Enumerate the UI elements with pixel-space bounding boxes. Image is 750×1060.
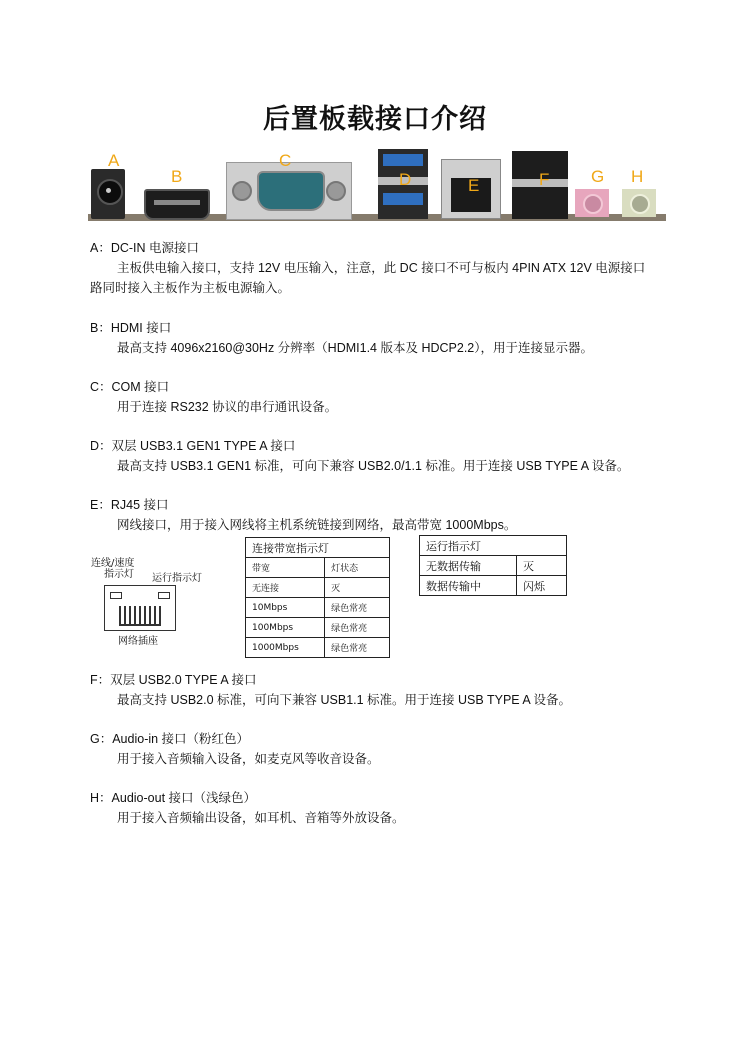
rear-panel-illustration xyxy=(88,145,666,225)
audio-out-jack-icon xyxy=(622,189,656,217)
section-b xyxy=(90,318,680,358)
section-g xyxy=(90,729,680,769)
section-h xyxy=(90,788,680,828)
cell-led-state: 绿色常亮 xyxy=(325,638,390,658)
link-led-label xyxy=(91,558,134,580)
table-row xyxy=(246,598,390,618)
section-d xyxy=(90,436,680,476)
section-heading: G：Audio-in 接口（粉红色） xyxy=(90,732,250,746)
table-header-row xyxy=(246,558,390,578)
rj45-led-diagram xyxy=(88,556,213,646)
link-bandwidth-table xyxy=(245,537,390,658)
section-e xyxy=(90,495,680,535)
cell-condition: 无数据传输 xyxy=(420,556,517,576)
hdmi-port-icon xyxy=(144,189,210,220)
column-header: 带宽 xyxy=(246,558,325,578)
section-body: 最高支持 USB2.0 标准，可向下兼容 USB1.1 标准。用于连接 USB TYPE A 设备。 xyxy=(117,693,572,707)
cell-led-state: 灭 xyxy=(325,578,390,598)
section-heading: B：HDMI 接口 xyxy=(90,321,172,335)
section-body: 主板供电输入接口，支持 12V 电压输入，注意，此 DC 接口不可与板内 4PIN ATX 12V 电源接口 xyxy=(117,261,646,275)
activity-led-label: 运行指示灯 xyxy=(152,573,202,584)
cell-bandwidth: 无连接 xyxy=(246,578,325,598)
cell-condition: 数据传输中 xyxy=(420,576,517,596)
cell-bandwidth: 100Mbps xyxy=(246,618,325,638)
section-body: 用于接入音频输出设备，如耳机、音箱等外放设备。 xyxy=(117,811,405,825)
section-heading: H：Audio-out 接口（浅绿色） xyxy=(90,791,257,805)
section-heading: E：RJ45 接口 xyxy=(90,498,169,512)
port-label-c: C xyxy=(279,151,292,170)
port-label-b: B xyxy=(171,167,183,186)
cell-led-state: 绿色常亮 xyxy=(325,618,390,638)
section-body: 用于连接 RS232 协议的串行通讯设备。 xyxy=(117,400,338,414)
port-label-g: G xyxy=(591,167,605,186)
link-led-label-line1: 连线/速度 xyxy=(91,558,135,569)
section-body: 最高支持 USB3.1 GEN1 标准，可向下兼容 USB2.0/1.1 标准。用于连接 USB TYPE A 设备。 xyxy=(117,459,630,473)
port-label-h: H xyxy=(631,167,644,186)
section-heading: F：双层 USB2.0 TYPE A 接口 xyxy=(90,673,257,687)
section-heading: D：双层 USB3.1 GEN1 TYPE A 接口 xyxy=(90,439,296,453)
link-led-label-line2: 指示灯 xyxy=(104,569,134,580)
audio-in-jack-icon xyxy=(575,189,609,217)
port-label-d: D xyxy=(399,170,412,189)
port-label-e: E xyxy=(468,176,480,195)
cell-bandwidth: 10Mbps xyxy=(246,598,325,618)
column-header: 灯状态 xyxy=(325,558,390,578)
page-title: 后置板载接口介绍 xyxy=(263,104,487,135)
section-body: 用于接入音频输入设备，如麦克风等收音设备。 xyxy=(117,752,380,766)
table-row xyxy=(246,618,390,638)
section-body-continued: 路同时接入主板作为主板电源输入。 xyxy=(90,281,291,295)
table-row xyxy=(420,576,567,596)
socket-label: 网络插座 xyxy=(118,636,158,647)
section-heading: A：DC-IN 电源接口 xyxy=(90,241,200,255)
section-body: 最高支持 4096x2160@30Hz 分辨率（HDMI1.4 版本及 HDCP2.2），用于连接显示器。 xyxy=(117,341,593,355)
cell-led-state: 灭 xyxy=(517,556,567,576)
table-title: 连接带宽指示灯 xyxy=(246,538,390,558)
activity-led-table xyxy=(419,535,567,596)
table-row xyxy=(246,578,390,598)
section-body: 网线接口，用于接入网线将主机系统链接到网络，最高带宽 1000Mbps。 xyxy=(117,518,517,532)
cell-led-state: 绿色常亮 xyxy=(325,598,390,618)
table-row xyxy=(420,556,567,576)
cell-led-state: 闪烁 xyxy=(517,576,567,596)
dc-jack-icon xyxy=(91,169,125,219)
section-c xyxy=(90,377,680,417)
table-row xyxy=(246,638,390,658)
rj45-socket-outline-icon xyxy=(104,585,176,631)
port-label-a: A xyxy=(108,151,120,170)
cell-bandwidth: 1000Mbps xyxy=(246,638,325,658)
section-heading: C：COM 接口 xyxy=(90,380,170,394)
section-f xyxy=(90,670,680,710)
table-title: 运行指示灯 xyxy=(420,536,567,556)
port-label-f: F xyxy=(539,170,550,189)
section-a xyxy=(90,238,680,298)
